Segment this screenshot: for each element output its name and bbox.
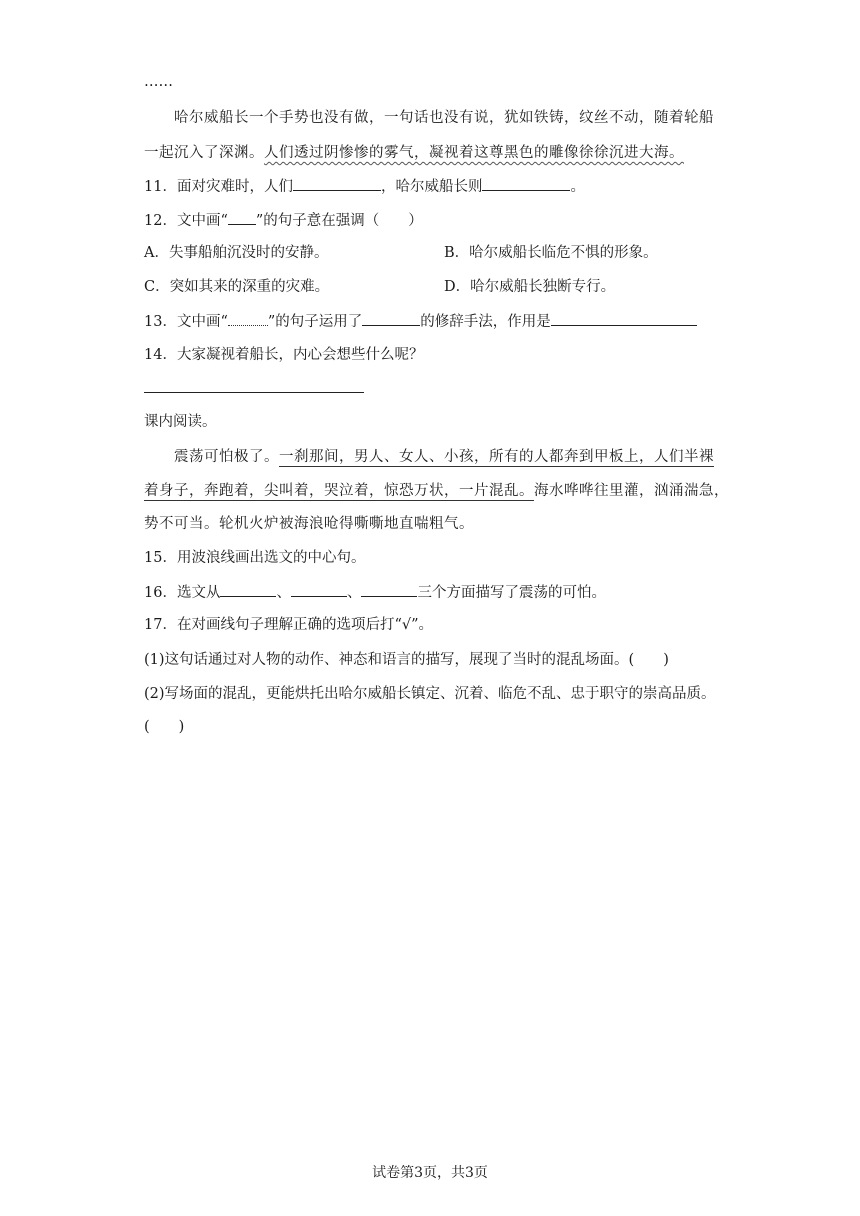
passage2-underlined-1: 一刹那间，男人、女人、小孩，所有的人都奔到甲板上，人们半裸 [279,449,714,465]
passage2-line3: 势不可当。轮机火炉被海浪呛得嘶嘶地直喘粗气。 [144,516,474,532]
q12-option-d[interactable]: D．哈尔威船长独断专行。 [444,279,616,295]
q16-answer-blank-3[interactable] [361,582,417,597]
q17-item-2: (2)写场面的混乱，更能烘托出哈尔威船长镇定、沉着、临危不乱、忠于职守的崇高品质。 [144,686,716,702]
q16-answer-blank-1[interactable] [220,582,276,597]
question-17: 17．在对画线句子理解正确的选项后打“√”。 [144,617,434,633]
passage1-line1: 哈尔威船长一个手势也没有做，一句话也没有说，犹如铁铸，纹丝不动，随着轮船 [174,110,714,126]
q16-text-a: 16．选文从 [144,585,221,601]
q13-text-c: 的修辞手法，作用是 [420,314,551,330]
q12-underline-sample [228,210,256,225]
q17-item-2-answer-paren[interactable]: ( ) [144,719,185,735]
q16-answer-blank-2[interactable] [291,582,347,597]
q12-text-b: ”的句子意在强调（ ） [255,213,423,229]
passage1-line2-plain: 一起沉入了深渊。 [144,145,264,161]
q12-text-a: 12．文中画“ [144,213,228,229]
q13-text-a: 13．文中画“ [144,314,228,330]
passage2-underlined-2: 着身子，奔跑着，尖叫着，哭泣着，惊恐万状，一片混乱。 [144,483,534,499]
q14-answer-line[interactable] [144,392,364,393]
q16-text-c: 三个方面描写了震荡的可怕。 [417,585,606,601]
q11-text-b: ，哈尔威船长则 [380,179,483,195]
q17-item-1[interactable]: (1)这句话通过对人物的动作、神态和语言的描写，展现了当时的混乱场面。( ) [144,652,669,668]
q13-answer-blank-1[interactable] [362,311,420,326]
question-13 [144,311,697,332]
q12-option-c[interactable]: C．突如其来的深重的灾难。 [144,279,330,295]
q11-answer-blank-1[interactable] [293,176,381,191]
passage2-line2 [144,481,729,501]
passage2-line2-plain: 海水哗哗往里灌，汹涌湍急， [534,483,729,499]
question-11 [144,176,585,197]
q12-option-b[interactable]: B．哈尔威船长临危不惧的形象。 [444,245,658,261]
page-footer: 试卷第3页，共3页 [372,1165,488,1181]
q16-sep-1: 、 [276,585,291,601]
q13-text-b: ”的句子运用了 [267,314,363,330]
q12-option-a[interactable]: A．失事船舶沉没时的安静。 [144,245,329,261]
passage1-wavy-sentence: 人们透过阴惨惨的雾气，凝视着这尊黑色的雕像徐徐沉进大海。 [264,145,684,161]
question-16 [144,582,606,603]
passage2-line1 [174,447,714,467]
q13-wavy-sample [228,315,268,326]
passage1-line2 [144,143,684,163]
q16-sep-2: 、 [346,585,362,601]
q11-text-c: 。 [570,179,585,195]
question-14: 14．大家凝视着船长，内心会想些什么呢？ [144,347,424,363]
q11-text-a: 11．面对灾难时，人们 [144,179,293,195]
section-title: 课内阅读。 [144,414,217,430]
ellipsis: …… [144,74,173,90]
question-12 [144,210,423,231]
question-15: 15．用波浪线画出选文的中心句。 [144,550,366,566]
q11-answer-blank-2[interactable] [482,176,570,191]
passage2-line1-plain: 震荡可怕极了。 [174,449,279,465]
q13-answer-blank-2[interactable] [551,311,697,326]
